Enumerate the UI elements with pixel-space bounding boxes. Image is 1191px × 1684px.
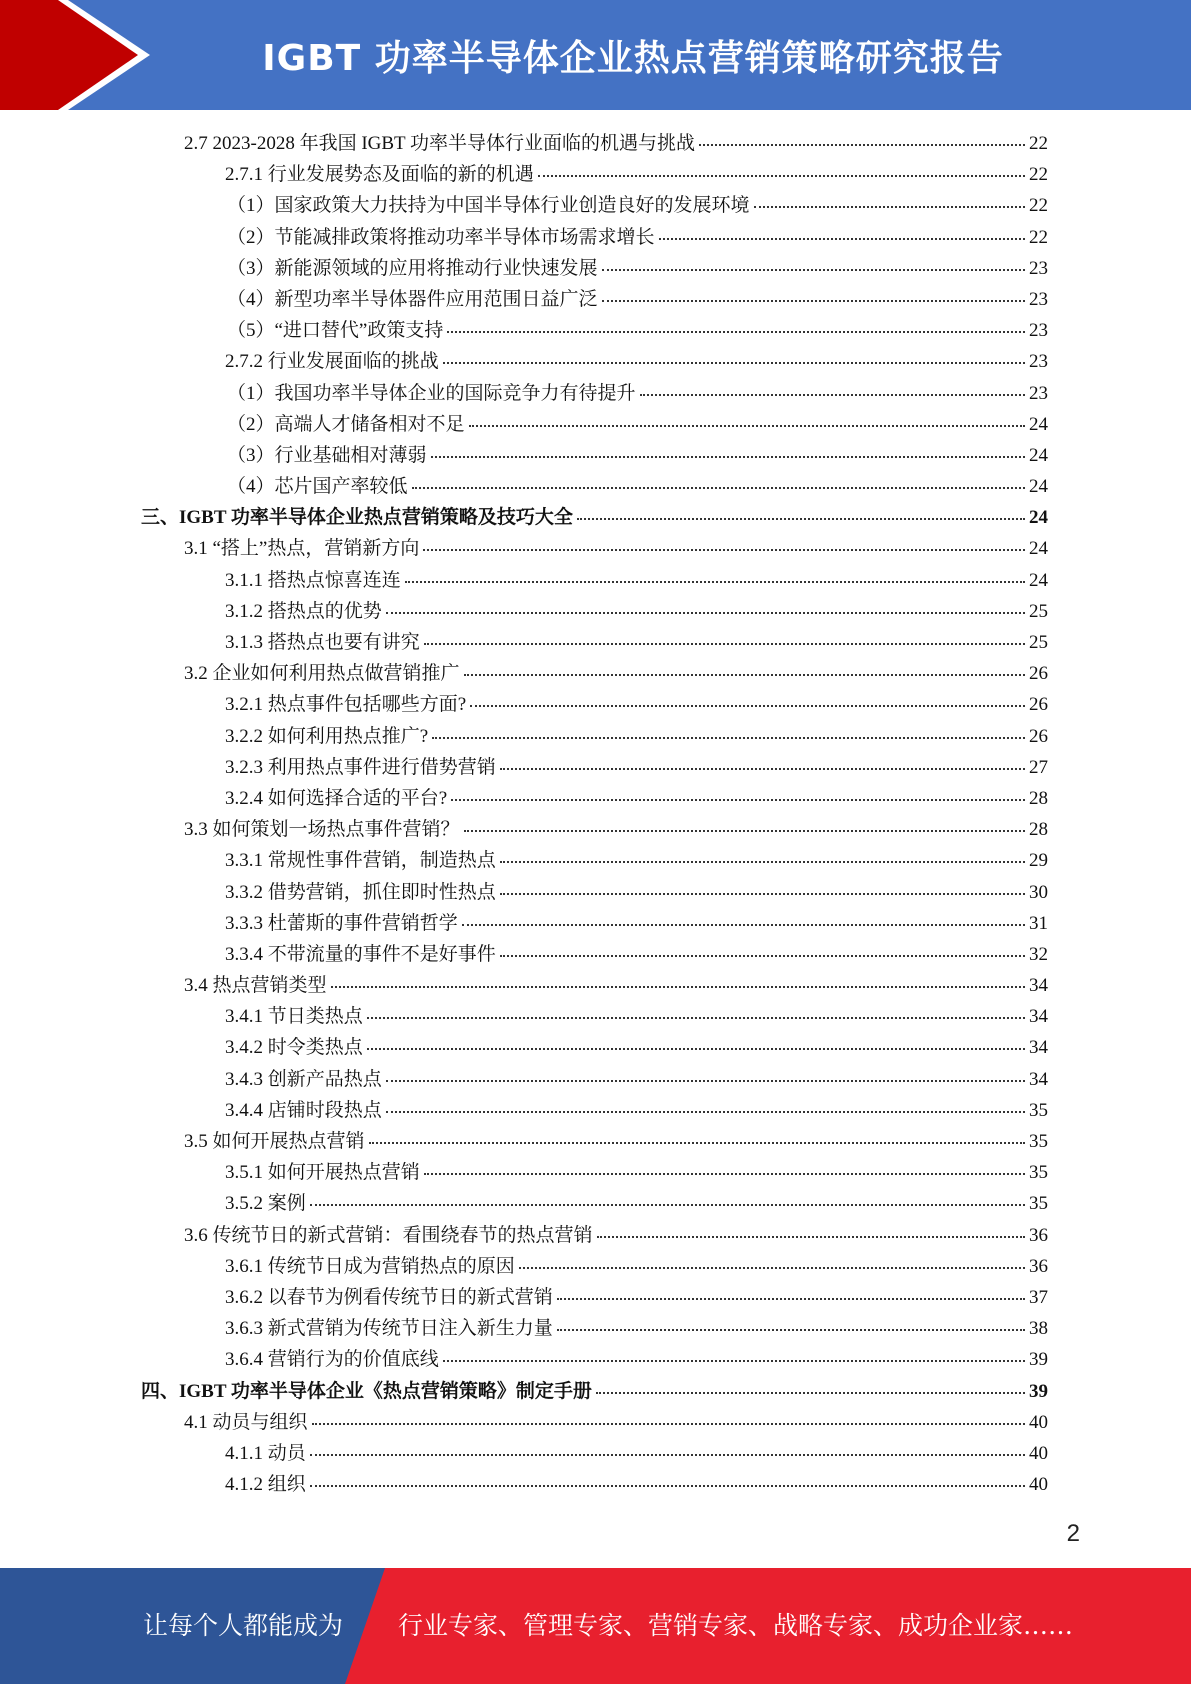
toc-entry-label: （2）高端人才储备相对不足 [227, 413, 465, 435]
toc-entry[interactable] [0, 877, 1048, 908]
toc-entry-page: 39 [1029, 1349, 1048, 1371]
toc-entry-page: 24 [1029, 507, 1048, 529]
toc-entry-page: 22 [1029, 133, 1048, 154]
header-band [0, 0, 1191, 110]
toc-entry-label: 3.4.1 节日类热点 [225, 1006, 363, 1028]
toc-entry-label: 4.1 动员与组织 [184, 1411, 308, 1433]
toc-entry-label: 3.3.4 不带流量的事件不是好事件 [225, 943, 496, 965]
toc-entry-page: 24 [1029, 444, 1048, 466]
document-title: IGBT 功率半导体企业热点营销策略研究报告 [262, 37, 1004, 79]
toc-dot-leader [699, 144, 1025, 146]
toc-entry-label: 3.5.1 如何开展热点营销 [225, 1162, 420, 1184]
toc-entry-label: 3.5.2 案例 [225, 1193, 306, 1215]
toc-entry[interactable] [0, 1188, 1048, 1219]
toc-dot-leader [602, 269, 1025, 271]
toc-dot-leader [577, 518, 1025, 520]
toc-entry-page: 26 [1029, 694, 1048, 716]
toc-entry[interactable] [0, 1064, 1048, 1095]
toc-entry[interactable] [0, 1469, 1048, 1500]
toc-entry-page: 35 [1029, 1162, 1048, 1184]
toc-entry-page: 26 [1029, 725, 1048, 747]
toc-dot-leader [423, 549, 1025, 551]
toc-dot-leader [500, 955, 1025, 957]
toc-entry[interactable] [0, 533, 1048, 564]
toc-entry[interactable] [0, 222, 1048, 253]
toc-dot-leader [597, 1236, 1025, 1238]
toc-entry-label: （4）新型功率半导体器件应用范围日益广泛 [227, 288, 598, 310]
footer-slogan-right: 行业专家、管理专家、营销专家、战略专家、成功企业家…… [398, 1611, 1074, 1640]
toc-entry-page: 35 [1029, 1131, 1048, 1152]
toc-entry[interactable] [0, 1251, 1048, 1282]
toc-entry-page: 24 [1029, 413, 1048, 435]
toc-entry-page: 23 [1029, 382, 1048, 404]
toc-entry-label: 3.5 如何开展热点营销 [184, 1131, 365, 1152]
toc-entry[interactable] [0, 190, 1048, 221]
toc-entry[interactable] [0, 845, 1048, 876]
toc-entry-page: 34 [1029, 1068, 1048, 1090]
toc-entry-page: 37 [1029, 1286, 1048, 1308]
toc-entry-page: 23 [1029, 257, 1048, 279]
toc-entry-page: 34 [1029, 1037, 1048, 1059]
toc-entry-label: （3）新能源领域的应用将推动行业快速发展 [227, 257, 598, 279]
toc-dot-leader [754, 206, 1025, 208]
toc-entry[interactable] [0, 378, 1048, 409]
toc-dot-leader [470, 705, 1025, 707]
toc-dot-leader [424, 643, 1025, 645]
toc-entry-label: 3.2.2 如何利用热点推广? [225, 725, 429, 747]
toc-entry[interactable] [0, 721, 1048, 752]
toc-dot-leader [464, 830, 1025, 832]
toc-entry-label: 3.4.4 店铺时段热点 [225, 1099, 382, 1121]
toc-dot-leader [596, 1392, 1025, 1394]
toc-entry-label: （2）节能减排政策将推动功率半导体市场需求增长 [227, 226, 655, 248]
toc-entry[interactable] [0, 346, 1048, 377]
toc-entry-label: 2.7.1 行业发展势态及面临的新的机遇 [225, 164, 534, 186]
toc-entry-page: 24 [1029, 476, 1048, 498]
toc-entry[interactable] [0, 814, 1048, 845]
toc-dot-leader [464, 674, 1025, 676]
toc-entry-label: （1）国家政策大力扶持为中国半导体行业创造良好的发展环境 [227, 195, 750, 217]
toc-dot-leader [405, 581, 1025, 583]
toc-dot-leader [602, 300, 1025, 302]
toc-dot-leader [500, 768, 1025, 770]
toc-entry[interactable] [0, 1126, 1048, 1157]
toc-entry[interactable] [0, 1344, 1048, 1375]
toc-dot-leader [424, 1173, 1025, 1175]
toc-entry-page: 40 [1029, 1411, 1048, 1433]
toc-entry-page: 28 [1029, 819, 1048, 841]
toc-entry-page: 25 [1029, 600, 1048, 622]
toc-entry[interactable] [0, 752, 1048, 783]
toc-dot-leader [451, 799, 1025, 801]
toc-entry-page: 27 [1029, 756, 1048, 778]
page-number: 2 [1066, 1520, 1080, 1547]
toc-entry[interactable] [0, 1282, 1048, 1313]
toc-entry-page: 40 [1029, 1474, 1048, 1496]
toc-dot-leader [519, 1267, 1025, 1269]
toc-dot-leader [412, 487, 1025, 489]
toc-entry-label: 3.1.3 搭热点也要有讲究 [225, 632, 420, 653]
header-chevron-decoration [0, 0, 150, 110]
toc-entry[interactable] [0, 1220, 1048, 1251]
toc-entry-label: 4.1.2 组织 [225, 1474, 306, 1496]
toc-entry-page: 36 [1029, 1255, 1048, 1277]
toc-entry-page: 22 [1029, 195, 1048, 217]
toc-dot-leader [367, 1017, 1025, 1019]
toc-dot-leader [310, 1485, 1025, 1487]
toc-dot-leader [640, 394, 1025, 396]
toc-entry-label: 3.1.2 搭热点的优势 [225, 600, 382, 622]
toc-entry-label: 3.3.2 借势营销，抓住即时性热点 [225, 881, 496, 903]
footer-band [0, 1568, 1191, 1684]
toc-entry-page: 25 [1029, 632, 1048, 653]
toc-entry[interactable] [0, 565, 1048, 596]
toc-dot-leader [310, 1204, 1025, 1206]
toc-entry[interactable] [0, 908, 1048, 939]
toc-entry[interactable] [0, 159, 1048, 190]
toc-dot-leader [469, 425, 1025, 427]
toc-entry-label: 3.4 热点营销类型 [184, 975, 327, 997]
toc-entry-label: 3.3.1 常规性事件营销，制造热点 [225, 850, 496, 872]
toc-entry-page: 22 [1029, 164, 1048, 186]
toc-dot-leader [367, 1048, 1025, 1050]
toc-entry-label: 3.1.1 搭热点惊喜连连 [225, 569, 401, 591]
toc-entry[interactable] [0, 471, 1048, 502]
toc-dot-leader [310, 1454, 1025, 1456]
toc-entry-page: 38 [1029, 1318, 1048, 1340]
toc-entry-page: 29 [1029, 850, 1048, 872]
toc-entry[interactable] [0, 409, 1048, 440]
toc-entry-page: 28 [1029, 787, 1048, 809]
toc-entry-label: 3.2 企业如何利用热点做营销推广 [184, 663, 460, 685]
toc-entry[interactable] [0, 1157, 1048, 1188]
toc-entry[interactable] [0, 658, 1048, 689]
toc-dot-leader [369, 1142, 1025, 1144]
toc-entry-label: 3.6 传统节日的新式营销：看围绕春节的热点营销 [184, 1224, 593, 1246]
toc-entry-label: 2.7.2 行业发展面临的挑战 [225, 351, 439, 373]
toc-entry[interactable] [0, 1032, 1048, 1063]
toc-dot-leader [462, 924, 1025, 926]
toc-entry-label: 3.2.3 利用热点事件进行借势营销 [225, 756, 496, 778]
toc-entry-label: 四、IGBT 功率半导体企业《热点营销策略》制定手册 [141, 1380, 592, 1402]
toc-entry-label: （5）“进口替代”政策支持 [227, 320, 444, 342]
toc-entry-label: 3.2.4 如何选择合适的平台? [225, 787, 448, 809]
toc-entry-label: 3.1 “搭上”热点，营销新方向 [184, 538, 420, 560]
toc-entry-label: （1）我国功率半导体企业的国际竞争力有待提升 [227, 382, 636, 404]
toc-entry-label: 2.7 2023-2028 年我国 IGBT 功率半导体行业面临的机遇与挑战 [184, 133, 696, 154]
toc-entry[interactable] [0, 440, 1048, 471]
toc-dot-leader [447, 331, 1025, 333]
toc-entry-page: 23 [1029, 288, 1048, 310]
toc-entry-label: 3.3.3 杜蕾斯的事件营销哲学 [225, 912, 458, 934]
toc-entry[interactable] [0, 1001, 1048, 1032]
toc-entry-page: 39 [1029, 1380, 1048, 1402]
toc-entry-page: 36 [1029, 1224, 1048, 1246]
toc-entry-page: 34 [1029, 975, 1048, 997]
toc-entry[interactable] [0, 1438, 1048, 1469]
toc-entry-label: （4）芯片国产率较低 [227, 476, 408, 498]
toc-entry[interactable] [0, 1376, 1048, 1407]
toc-entry-label: 3.2.1 热点事件包括哪些方面? [225, 694, 467, 716]
toc-dot-leader [386, 1080, 1025, 1082]
toc-dot-leader [557, 1298, 1025, 1300]
toc-entry-page: 35 [1029, 1193, 1048, 1215]
toc-entry-page: 40 [1029, 1442, 1048, 1464]
toc-entry[interactable] [0, 970, 1048, 1001]
toc-dot-leader [386, 1111, 1025, 1113]
toc-entry[interactable] [0, 689, 1048, 720]
toc-entry-label: 3.6.3 新式营销为传统节日注入新生力量 [225, 1318, 553, 1340]
footer-slogan-left: 让每个人都能成为 [143, 1611, 344, 1640]
toc-entry-page: 32 [1029, 943, 1048, 965]
toc-entry-page: 35 [1029, 1099, 1048, 1121]
toc-entry-label: 3.4.3 创新产品热点 [225, 1068, 382, 1090]
toc-entry-label: 3.6.2 以春节为例看传统节日的新式营销 [225, 1286, 553, 1308]
toc-dot-leader [431, 456, 1025, 458]
toc-entry-page: 34 [1029, 1006, 1048, 1028]
toc-entry-page: 30 [1029, 881, 1048, 903]
toc-entry[interactable] [0, 1407, 1048, 1438]
toc-dot-leader [538, 175, 1025, 177]
toc-entry-label: 3.4.2 时令类热点 [225, 1037, 363, 1059]
toc-dot-leader [386, 612, 1025, 614]
toc-entry[interactable] [0, 627, 1048, 658]
toc-entry-page: 22 [1029, 226, 1048, 248]
toc-entry-label: （3）行业基础相对薄弱 [227, 444, 427, 466]
toc-entry-label: 4.1.1 动员 [225, 1442, 306, 1464]
toc-entry[interactable] [0, 502, 1048, 533]
toc-entry-page: 26 [1029, 663, 1048, 685]
toc-entry-label: 3.6.1 传统节日成为营销热点的原因 [225, 1255, 515, 1277]
toc-dot-leader [443, 1360, 1025, 1362]
toc-entry[interactable] [0, 128, 1048, 159]
toc-dot-leader [443, 362, 1025, 364]
toc-entry-page: 24 [1029, 538, 1048, 560]
toc-dot-leader [659, 238, 1025, 240]
toc-entry[interactable] [0, 939, 1048, 970]
toc-entry[interactable] [0, 783, 1048, 814]
toc-entry-page: 24 [1029, 569, 1048, 591]
toc-dot-leader [500, 893, 1025, 895]
toc-dot-leader [312, 1423, 1025, 1425]
toc-dot-leader [500, 861, 1025, 863]
toc-entry[interactable] [0, 284, 1048, 315]
toc-entry[interactable] [0, 596, 1048, 627]
toc-dot-leader [331, 986, 1025, 988]
table-of-contents [0, 128, 1191, 1500]
toc-entry-label: 三、IGBT 功率半导体企业热点营销策略及技巧大全 [141, 507, 573, 529]
toc-entry-label: 3.6.4 营销行为的价值底线 [225, 1349, 439, 1371]
toc-entry-page: 23 [1029, 320, 1048, 342]
toc-entry[interactable] [0, 253, 1048, 284]
toc-dot-leader [432, 737, 1025, 739]
toc-entry-page: 31 [1029, 912, 1048, 934]
toc-entry[interactable] [0, 1313, 1048, 1344]
toc-dot-leader [557, 1329, 1025, 1331]
toc-entry-page: 23 [1029, 351, 1048, 373]
toc-entry[interactable] [0, 315, 1048, 346]
toc-entry[interactable] [0, 1095, 1048, 1126]
toc-entry-label: 3.3 如何策划一场热点事件营销？ [184, 819, 460, 841]
